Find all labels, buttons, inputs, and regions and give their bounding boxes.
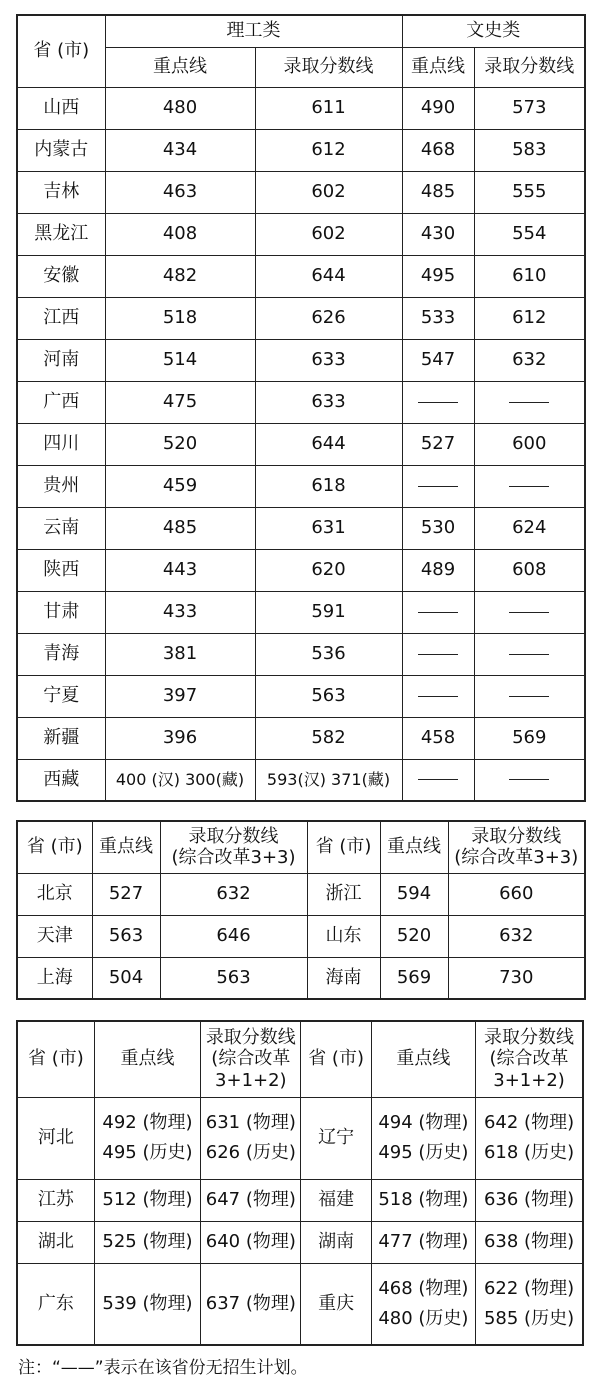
cell-sci-key-line: 434 [105,129,255,171]
cell-arts-key-line [402,675,474,717]
cell-arts-key-line: 458 [402,717,474,759]
cell-admission [201,1221,301,1263]
table-row [17,717,585,759]
table-row [17,87,585,129]
cell-admission-line: 626 (历史) [205,1142,296,1163]
cell-arts-admission: 554 [474,213,585,255]
cell-province: 宁夏 [17,675,105,717]
header-admission-line1: 录取分数线 [484,1026,575,1048]
cell-arts-admission [474,633,585,675]
cell-key-line [94,1263,200,1345]
cell-sci-key-line: 482 [105,255,255,297]
cell-key-line-line: 495 (历史) [378,1142,469,1163]
no-plan-dash [509,612,549,613]
table-row [17,591,585,633]
cell-key-line-line: 492 (物理) [102,1112,193,1133]
cell-arts-admission: 610 [474,255,585,297]
cell-admission-line: 642 (物理) [483,1112,575,1133]
cell-province: 山西 [17,87,105,129]
table-row [17,675,585,717]
cell-sci-admission: 633 [255,381,402,423]
table-row [17,381,585,423]
header-admission-line2: (综合改革3+3) [454,847,579,869]
cell-key-line: 594 [380,873,448,915]
header-admission-line1: 录取分数线 [188,825,279,847]
cell-key-line-line: 512 (物理) [102,1189,193,1210]
header-arts-key-line: 重点线 [402,47,474,87]
cell-province: 北京 [17,873,92,915]
cell-arts-admission: 583 [474,129,585,171]
cell-province: 江苏 [17,1179,94,1221]
no-plan-dash [509,654,549,655]
cell-arts-key-line: 468 [402,129,474,171]
table-row [17,465,585,507]
header-key-line: 重点线 [371,1021,475,1097]
cell-arts-admission: 624 [474,507,585,549]
cell-sci-key-line: 397 [105,675,255,717]
header-arts-group: 文史类 [402,15,585,47]
cell-province: 新疆 [17,717,105,759]
cell-arts-key-line: 527 [402,423,474,465]
cell-key-line [371,1179,475,1221]
footnote: 注：“——”表示在该省份无招生计划。 [18,1358,308,1378]
table-row [17,915,585,957]
no-plan-dash [418,612,458,613]
table1-body [17,87,585,801]
table-row [17,213,585,255]
header-admission-line3: 3+1+2) [215,1070,287,1092]
no-plan-dash [509,779,549,780]
cell-sci-admission: 591 [255,591,402,633]
cell-arts-key-line: 495 [402,255,474,297]
cell-admission [476,1179,583,1221]
cell-arts-key-line: 430 [402,213,474,255]
cell-province: 安徽 [17,255,105,297]
cell-arts-key-line: 530 [402,507,474,549]
header-province: 省 (市) [17,15,105,87]
cell-arts-admission: 600 [474,423,585,465]
no-plan-dash [418,654,458,655]
cell-admission-line: 618 (历史) [483,1142,575,1163]
cell-admission: 660 [448,873,585,915]
cell-key-line: 520 [380,915,448,957]
table-row [17,1179,583,1221]
score-table-reform-3-3 [16,820,586,1000]
header-admission-line2: (综合改革 [211,1048,291,1070]
cell-sci-key-line: 485 [105,507,255,549]
cell-sci-key-line: 514 [105,339,255,381]
cell-province: 广东 [17,1263,94,1345]
cell-sci-key-line: 443 [105,549,255,591]
cell-province: 河南 [17,339,105,381]
header-province: 省 (市) [17,1021,94,1097]
cell-province: 江西 [17,297,105,339]
cell-admission-line: 638 (物理) [483,1231,575,1252]
cell-arts-key-line: 547 [402,339,474,381]
cell-sci-key-line: 520 [105,423,255,465]
cell-arts-key-line [402,759,474,801]
header-province: 省 (市) [307,821,380,873]
header-key-line: 重点线 [94,1021,200,1097]
cell-sci-admission: 618 [255,465,402,507]
cell-admission-line: 631 (物理) [205,1112,296,1133]
cell-arts-key-line: 533 [402,297,474,339]
cell-admission [201,1263,301,1345]
table-row [17,171,585,213]
cell-arts-key-line [402,633,474,675]
cell-province: 重庆 [301,1263,371,1345]
cell-sci-key-line: 518 [105,297,255,339]
cell-arts-admission: 569 [474,717,585,759]
cell-admission-line: 636 (物理) [483,1189,575,1210]
cell-province: 四川 [17,423,105,465]
cell-sci-admission: 593(汉) 371(藏) [255,759,402,801]
cell-arts-key-line [402,465,474,507]
cell-key-line-line: 518 (物理) [378,1189,469,1210]
cell-arts-key-line [402,591,474,633]
table-row [17,1097,583,1179]
cell-province: 辽宁 [301,1097,371,1179]
cell-admission: 563 [160,957,307,999]
cell-admission-line: 585 (历史) [483,1307,575,1329]
score-table-reform-3-1-2 [16,1020,584,1346]
cell-arts-admission [474,675,585,717]
no-plan-dash [418,696,458,697]
cell-sci-admission: 644 [255,255,402,297]
header-key-line: 重点线 [380,821,448,873]
cell-key-line: 569 [380,957,448,999]
no-plan-dash [509,402,549,403]
cell-key-line [371,1221,475,1263]
cell-arts-key-line: 490 [402,87,474,129]
cell-key-line [94,1097,200,1179]
no-plan-dash [509,696,549,697]
header-admission [201,1021,301,1097]
cell-province: 广西 [17,381,105,423]
header-admission-line2: (综合改革 [489,1048,569,1070]
cell-admission-line: 640 (物理) [205,1231,296,1252]
cell-province: 内蒙古 [17,129,105,171]
cell-sci-key-line: 408 [105,213,255,255]
header-sci-admission: 录取分数线 [255,47,402,87]
cell-province: 青海 [17,633,105,675]
cell-sci-admission: 611 [255,87,402,129]
cell-sci-admission: 563 [255,675,402,717]
cell-sci-admission: 626 [255,297,402,339]
cell-province: 海南 [307,957,380,999]
cell-sci-key-line: 381 [105,633,255,675]
cell-admission: 632 [448,915,585,957]
cell-admission [201,1179,301,1221]
cell-arts-admission: 608 [474,549,585,591]
cell-arts-admission: 573 [474,87,585,129]
cell-admission: 646 [160,915,307,957]
cell-sci-key-line: 463 [105,171,255,213]
cell-province: 云南 [17,507,105,549]
cell-sci-key-line: 400 (汉) 300(藏) [105,759,255,801]
score-table-sci-arts [16,14,586,802]
cell-key-line-line: 468 (物理) [378,1277,469,1299]
cell-sci-key-line: 459 [105,465,255,507]
no-plan-dash [418,486,458,487]
cell-sci-admission: 633 [255,339,402,381]
table-row [17,339,585,381]
table-row [17,255,585,297]
no-plan-dash [418,402,458,403]
cell-admission [201,1097,301,1179]
cell-key-line [94,1179,200,1221]
cell-admission [476,1221,583,1263]
cell-province: 浙江 [307,873,380,915]
cell-key-line [94,1221,200,1263]
no-plan-dash [418,779,458,780]
table-row [17,957,585,999]
cell-arts-admission [474,759,585,801]
header-province: 省 (市) [301,1021,371,1097]
header-admission-line3: 3+1+2) [493,1070,565,1092]
table3-body [17,1097,583,1345]
table-row [17,633,585,675]
header-admission-line1: 录取分数线 [471,825,562,847]
cell-arts-admission [474,591,585,633]
cell-arts-key-line: 489 [402,549,474,591]
cell-admission: 730 [448,957,585,999]
cell-province: 河北 [17,1097,94,1179]
table-row [17,1221,583,1263]
cell-province: 上海 [17,957,92,999]
cell-key-line: 563 [92,915,160,957]
table-row [17,423,585,465]
cell-admission [476,1097,583,1179]
cell-arts-admission: 612 [474,297,585,339]
cell-key-line-line: 480 (历史) [378,1307,469,1329]
cell-key-line-line: 495 (历史) [102,1142,193,1163]
cell-sci-key-line: 480 [105,87,255,129]
header-sci-key-line: 重点线 [105,47,255,87]
header-sci-group: 理工类 [105,15,402,47]
cell-province: 贵州 [17,465,105,507]
cell-sci-key-line: 475 [105,381,255,423]
cell-province: 福建 [301,1179,371,1221]
cell-province: 西藏 [17,759,105,801]
cell-arts-admission [474,465,585,507]
header-province: 省 (市) [17,821,92,873]
table-row [17,1263,583,1345]
cell-arts-admission [474,381,585,423]
table-row [17,873,585,915]
cell-key-line [371,1263,475,1345]
header-admission [476,1021,583,1097]
table-row [17,129,585,171]
cell-key-line: 527 [92,873,160,915]
cell-province: 天津 [17,915,92,957]
no-plan-dash [509,486,549,487]
cell-sci-admission: 620 [255,549,402,591]
cell-arts-key-line: 485 [402,171,474,213]
header-admission [448,821,585,873]
cell-key-line [371,1097,475,1179]
cell-sci-key-line: 396 [105,717,255,759]
cell-province: 湖南 [301,1221,371,1263]
header-admission-line2: (综合改革3+3) [171,847,296,869]
cell-arts-key-line [402,381,474,423]
cell-key-line-line: 525 (物理) [102,1231,193,1252]
cell-key-line-line: 539 (物理) [102,1292,193,1314]
cell-sci-key-line: 433 [105,591,255,633]
cell-key-line: 504 [92,957,160,999]
cell-sci-admission: 582 [255,717,402,759]
cell-province: 山东 [307,915,380,957]
header-admission-line1: 录取分数线 [205,1026,296,1048]
cell-key-line-line: 494 (物理) [378,1112,469,1133]
table2-body [17,873,585,999]
cell-sci-admission: 612 [255,129,402,171]
cell-sci-admission: 602 [255,171,402,213]
header-admission [160,821,307,873]
cell-sci-admission: 536 [255,633,402,675]
cell-sci-admission: 602 [255,213,402,255]
cell-arts-admission: 555 [474,171,585,213]
header-arts-admission: 录取分数线 [474,47,585,87]
cell-province: 吉林 [17,171,105,213]
cell-province: 甘肃 [17,591,105,633]
cell-admission: 632 [160,873,307,915]
cell-admission-line: 622 (物理) [483,1277,575,1299]
cell-province: 黑龙江 [17,213,105,255]
table-row [17,759,585,801]
cell-sci-admission: 644 [255,423,402,465]
cell-key-line-line: 477 (物理) [378,1231,469,1252]
cell-admission [476,1263,583,1345]
header-key-line: 重点线 [92,821,160,873]
table-row [17,549,585,591]
cell-admission-line: 647 (物理) [205,1189,296,1210]
table-row [17,507,585,549]
cell-admission-line: 637 (物理) [205,1292,296,1314]
cell-arts-admission: 632 [474,339,585,381]
cell-province: 湖北 [17,1221,94,1263]
cell-sci-admission: 631 [255,507,402,549]
table-row [17,297,585,339]
cell-province: 陕西 [17,549,105,591]
